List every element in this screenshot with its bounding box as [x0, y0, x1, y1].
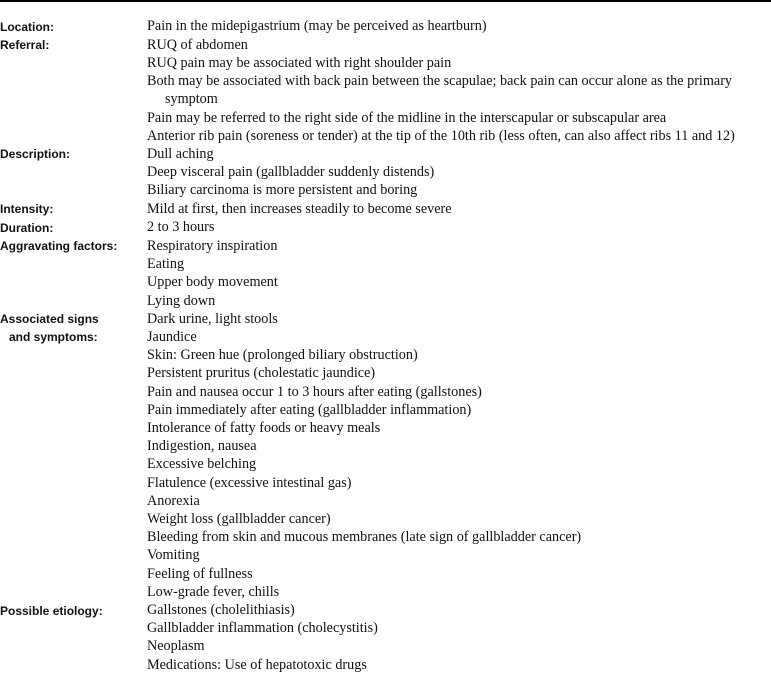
- row-value: Medications: Use of hepatotoxic drugs: [147, 656, 367, 673]
- row-label-line: Referral:: [0, 38, 50, 53]
- row-value: Deep visceral pain (gallbladder suddenly distends): [147, 164, 435, 181]
- row-label: [0, 17, 147, 36]
- row-values: [147, 310, 771, 601]
- row-value: 2 to 3 hours: [147, 219, 215, 236]
- row-value: Biliary carcinoma is more persistent and boring: [147, 182, 418, 199]
- row-value: Low-grade fever, chills: [147, 583, 280, 600]
- row-value: Skin: Green hue (prolonged biliary obstruction): [147, 347, 418, 364]
- row-label-line: Aggravating factors:: [0, 239, 118, 254]
- row-label: [0, 218, 147, 237]
- row-values: [147, 36, 771, 145]
- row-label-line: Associated signs: [0, 312, 99, 327]
- row-intensity: [0, 200, 771, 219]
- row-label-line: Description:: [0, 147, 71, 162]
- row-value: Eating: [147, 256, 185, 273]
- row-values: [147, 601, 771, 674]
- row-label-line: Duration:: [0, 220, 54, 235]
- row-possible-etiology: [0, 601, 771, 674]
- row-value: Intolerance of fatty foods or heavy meals: [147, 419, 381, 436]
- row-value: Pain and nausea occur 1 to 3 hours after eating (gallstones): [147, 383, 482, 400]
- row-value: Bleeding from skin and mucous membranes (late sign of gallbladder cancer): [147, 529, 582, 546]
- row-value: RUQ pain may be associated with right shoulder pain: [147, 54, 452, 71]
- row-label: [0, 601, 147, 674]
- row-value: Persistent pruritus (cholestatic jaundice): [147, 365, 376, 382]
- row-value: Anterior rib pain (soreness or tender) at the tip of the 10th rib (less often, can also affect ribs 11 and 12): [147, 127, 735, 144]
- row-description: [0, 145, 771, 200]
- row-values: [147, 237, 771, 310]
- row-associated-signs-and-symptoms: [0, 310, 771, 601]
- row-values: [147, 17, 771, 36]
- row-value: Lying down: [147, 292, 216, 309]
- row-referral: [0, 36, 771, 145]
- row-duration: [0, 218, 771, 237]
- row-label-line: Possible etiology:: [0, 603, 103, 618]
- row-value: Neoplasm: [147, 638, 205, 655]
- row-values: [147, 218, 771, 237]
- row-label: [0, 36, 147, 145]
- row-label-line: Intensity:: [0, 202, 54, 217]
- row-value: Vomiting: [147, 547, 200, 564]
- row-value: Weight loss (gallbladder cancer): [147, 510, 331, 527]
- row-location: [0, 17, 771, 36]
- row-value: Respiratory inspiration: [147, 237, 278, 254]
- row-label: [0, 145, 147, 200]
- row-value: Gallstones (cholelithiasis): [147, 602, 295, 618]
- row-values: [147, 145, 771, 200]
- top-rule: [0, 0, 771, 2]
- row-value: Excessive belching: [147, 456, 257, 473]
- row-value: Flatulence (excessive intestinal gas): [147, 474, 352, 491]
- row-value: RUQ of abdomen: [147, 36, 248, 53]
- row-label-line: and symptoms:: [9, 330, 98, 345]
- row-value: Upper body movement: [147, 274, 278, 291]
- row-value: Feeling of fullness: [147, 565, 253, 582]
- row-value: Indigestion, nausea: [147, 438, 257, 455]
- row-aggravating-factors: [0, 237, 771, 310]
- row-label-line: Location:: [0, 19, 54, 34]
- row-label: [0, 237, 147, 310]
- row-label: [0, 310, 147, 601]
- row-value: Both may be associated with back pain between the scapulae; back pain can occur alone as the primary symptom: [147, 73, 733, 108]
- row-values: [147, 200, 771, 219]
- row-value: Anorexia: [147, 492, 200, 509]
- row-value: Gallbladder inflammation (cholecystitis): [147, 620, 378, 637]
- row-value: Jaundice: [147, 328, 197, 345]
- row-value: Pain in the midepigastrium (may be perceived as heartburn): [147, 18, 487, 34]
- row-value: Dark urine, light stools: [147, 310, 278, 327]
- row-value: Mild at first, then increases steadily to become severe: [147, 200, 452, 217]
- row-value: Dull aching: [147, 145, 214, 162]
- row-value: Pain may be referred to the right side of the midline in the interscapular or subscapular area: [147, 109, 667, 126]
- row-label: [0, 200, 147, 219]
- symptom-table: [0, 17, 771, 674]
- row-value: Pain immediately after eating (gallbladder inflammation): [147, 401, 472, 418]
